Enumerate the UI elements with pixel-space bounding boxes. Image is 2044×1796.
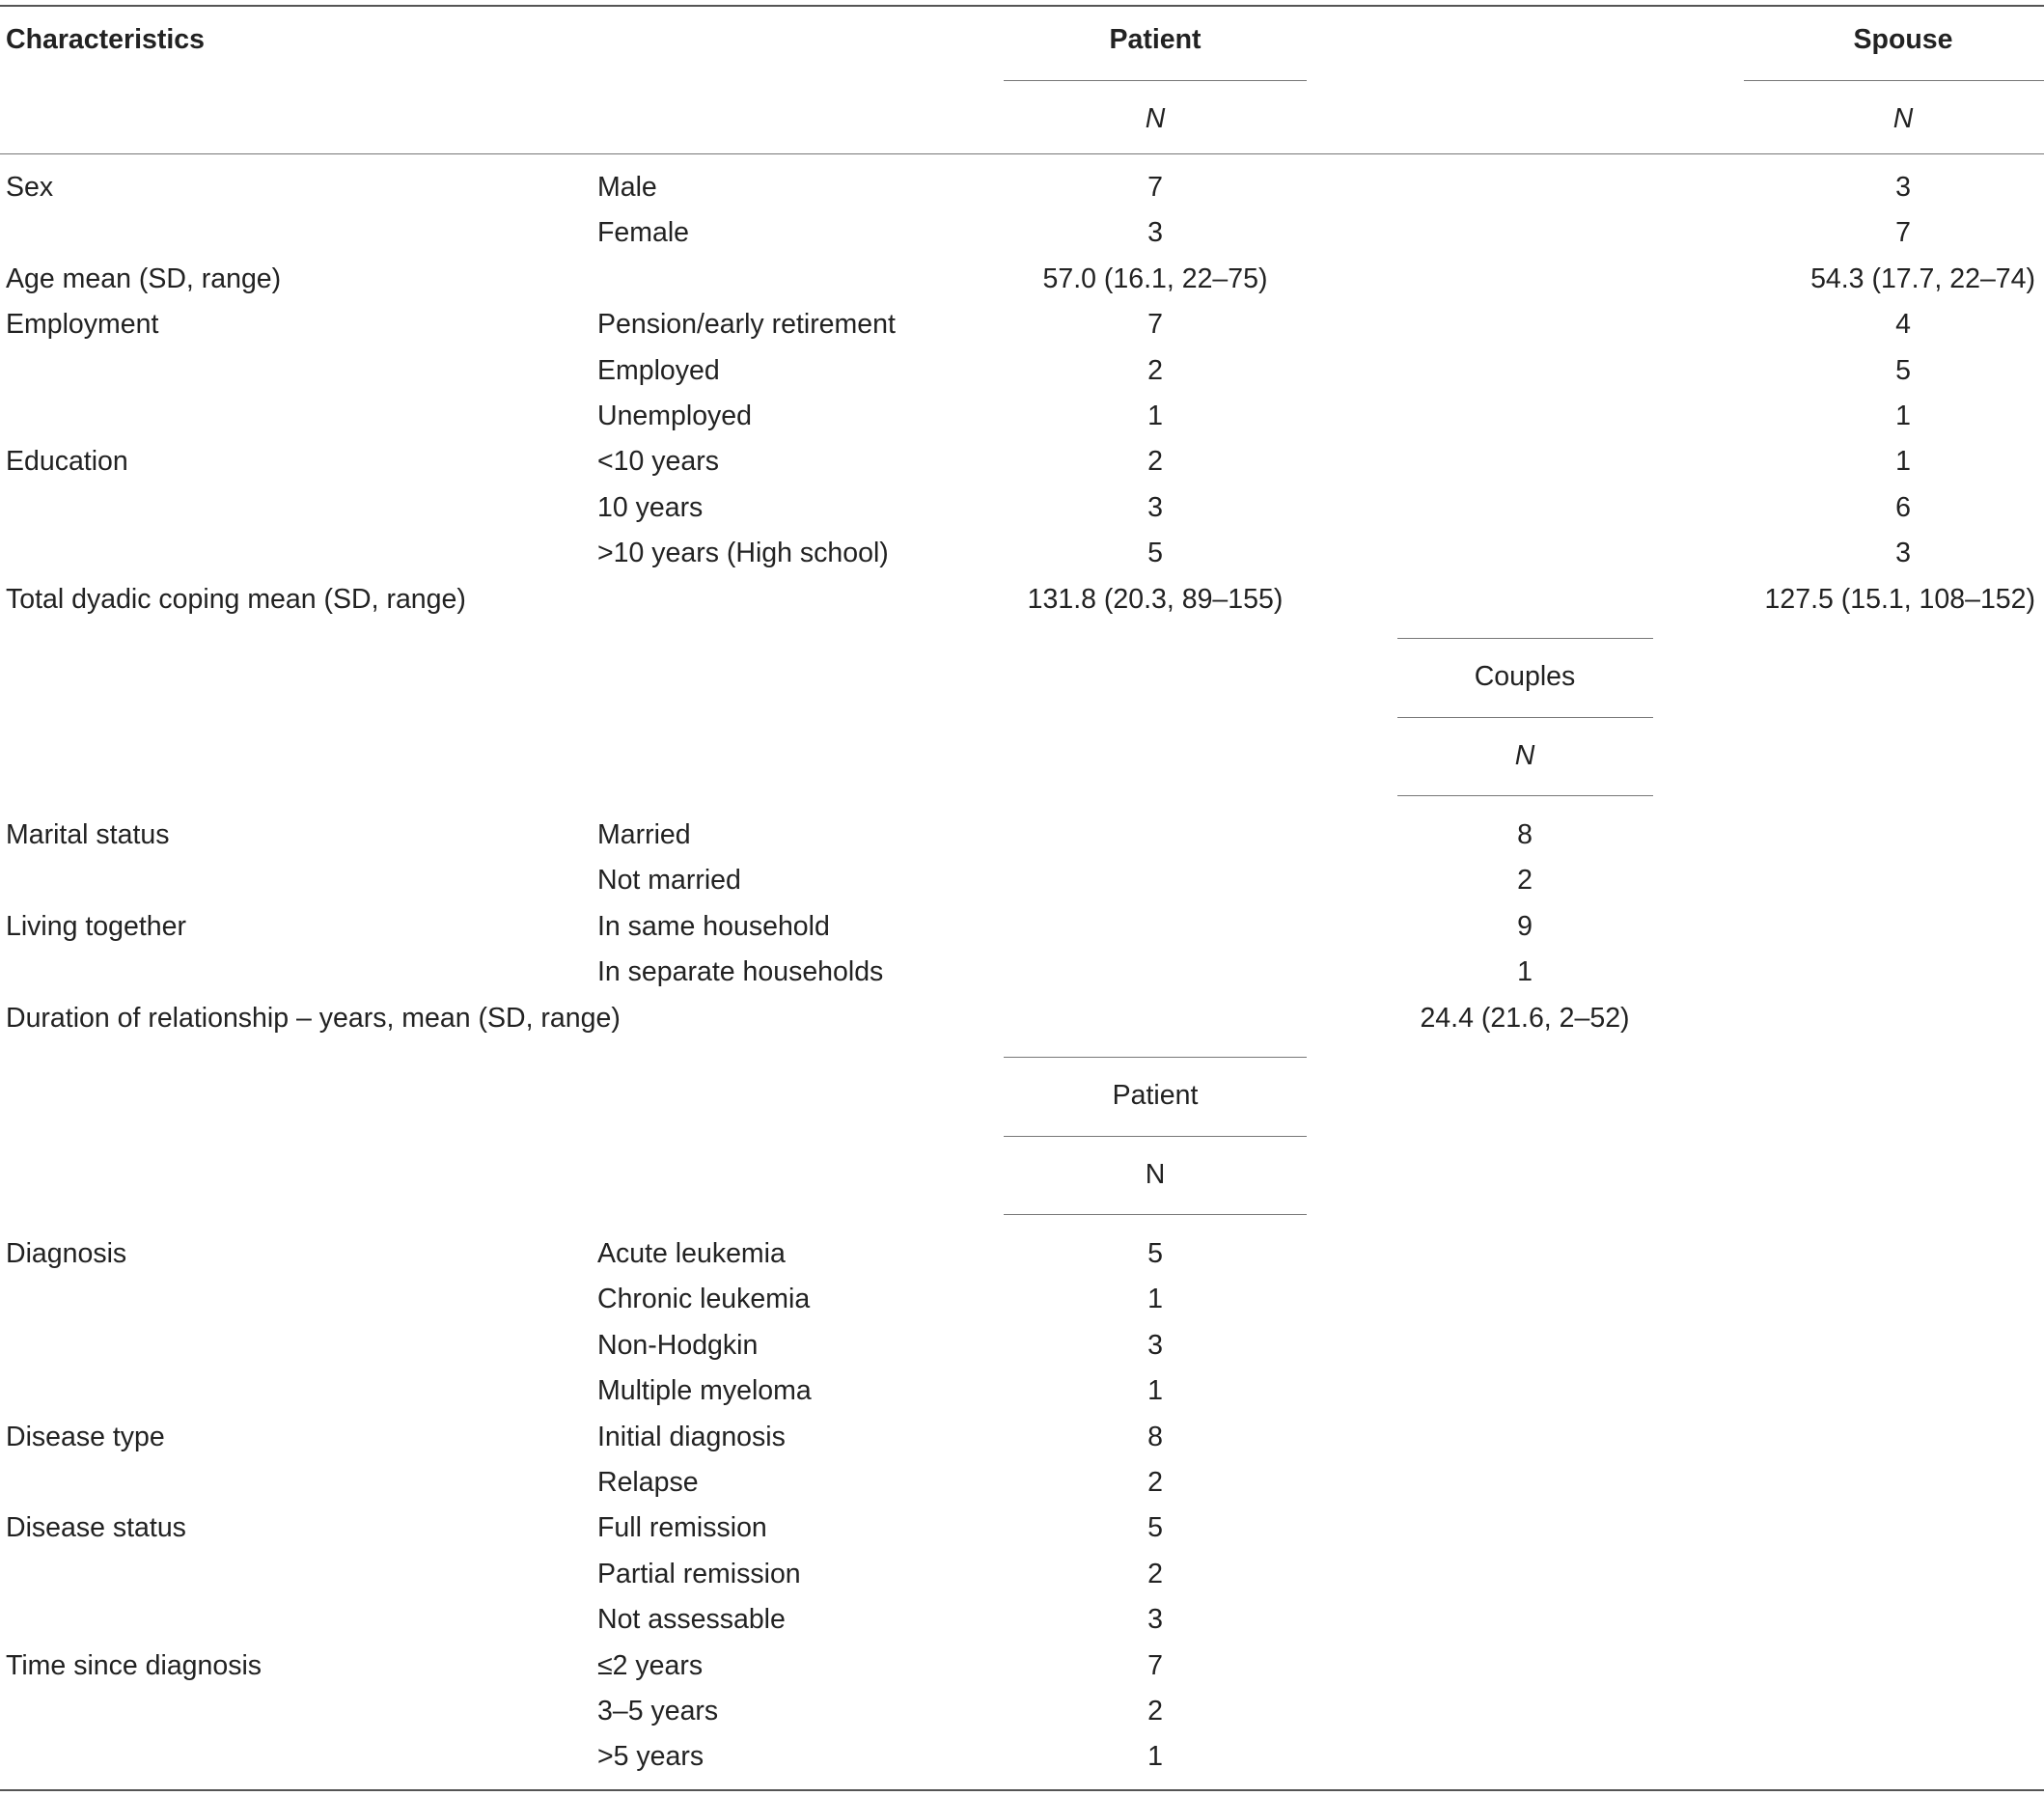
patient-row-value: 5: [1147, 1237, 1163, 1269]
patient-row-value: 1: [1147, 1284, 1163, 1315]
row-patient-value: 7: [1147, 171, 1163, 203]
patient-row-value: 3: [1147, 1329, 1163, 1361]
couples-row-value: 8: [1517, 818, 1533, 850]
header-n-patient: N: [1145, 102, 1166, 134]
row-patient-value: 3: [1147, 491, 1163, 523]
patient-row-value: 7: [1147, 1649, 1163, 1681]
patient-row-category: Non-Hodgkin: [597, 1329, 759, 1361]
couples-row-characteristic: Marital status: [6, 818, 170, 850]
couples-header-n: N: [1514, 739, 1535, 771]
header-n-spouse: N: [1892, 102, 1914, 134]
row-spouse-value: 127.5 (15.1, 108–152): [1764, 583, 2035, 615]
patient-block-mid-rule: [1004, 1136, 1307, 1137]
couples-row-characteristic: Living together: [6, 910, 186, 942]
couples-header: Couples: [1474, 660, 1576, 692]
row-spouse-value: 54.3 (17.7, 22–74): [1810, 262, 2035, 294]
row-spouse-value: 5: [1895, 354, 1911, 386]
couples-row-value: 2: [1517, 865, 1533, 897]
patient-row-value: 8: [1147, 1421, 1163, 1452]
row-patient-value: 1: [1147, 400, 1163, 431]
row-patient-value: 131.8 (20.3, 89–155): [1027, 583, 1284, 615]
patient-row-value: 1: [1147, 1374, 1163, 1406]
patient-row-characteristic: Diagnosis: [6, 1237, 127, 1269]
patient-row-category: Multiple myeloma: [597, 1374, 812, 1406]
row-characteristic: Education: [6, 446, 128, 478]
patient-row-value: 2: [1147, 1558, 1163, 1589]
patient-row-value: 5: [1147, 1512, 1163, 1544]
couples-row-category: Not married: [597, 865, 741, 897]
row-category: Male: [597, 171, 657, 203]
patient-row-characteristic: Time since diagnosis: [6, 1649, 262, 1681]
couples-row-category: In separate households: [597, 955, 884, 987]
row-characteristic: Sex: [6, 171, 54, 203]
row-spouse-value: 4: [1895, 308, 1911, 340]
row-category: Pension/early retirement: [597, 308, 896, 340]
couples-row-category: In same household: [597, 910, 830, 942]
couples-row-characteristic: Duration of relationship – years, mean (SD, range): [6, 1002, 621, 1034]
row-characteristic: Employment: [6, 308, 159, 340]
table-bottom-rule: [0, 1789, 2044, 1791]
patient-header-rule: [1004, 80, 1307, 81]
row-category: Female: [597, 217, 690, 249]
patient-row-characteristic: Disease type: [6, 1421, 165, 1452]
patient-row-value: 3: [1147, 1603, 1163, 1635]
spouse-header-rule: [1744, 80, 2044, 81]
header-spouse: Spouse: [1853, 23, 1953, 55]
row-patient-value: 3: [1147, 217, 1163, 249]
patient-row-category: Partial remission: [597, 1558, 801, 1589]
row-category: 10 years: [597, 491, 704, 523]
patient-block-top-rule: [1004, 1057, 1307, 1058]
patient-block-bottom-rule: [1004, 1214, 1307, 1215]
row-patient-value: 7: [1147, 308, 1163, 340]
row-category: <10 years: [597, 446, 719, 478]
row-spouse-value: 3: [1895, 171, 1911, 203]
couples-row-value: 9: [1517, 910, 1533, 942]
row-spouse-value: 7: [1895, 217, 1911, 249]
patient-row-value: 2: [1147, 1695, 1163, 1727]
row-characteristic: Total dyadic coping mean (SD, range): [6, 583, 466, 615]
row-category: >10 years (High school): [597, 537, 889, 568]
patient-row-category: Initial diagnosis: [597, 1421, 786, 1452]
patient-row-category: Full remission: [597, 1512, 767, 1544]
patient-row-category: Acute leukemia: [597, 1237, 786, 1269]
couples-header-mid-rule: [1397, 717, 1653, 718]
couples-row-category: Married: [597, 818, 691, 850]
patient-row-category: >5 years: [597, 1741, 704, 1773]
couples-header-top-rule: [1397, 638, 1653, 639]
patient-row-category: 3–5 years: [597, 1695, 719, 1727]
table-top-rule: [0, 5, 2044, 7]
patient-row-category: Chronic leukemia: [597, 1284, 811, 1315]
row-category: Unemployed: [597, 400, 753, 431]
patient-block-n: N: [1145, 1158, 1166, 1190]
patient-row-category: Not assessable: [597, 1603, 786, 1635]
row-characteristic: Age mean (SD, range): [6, 262, 282, 294]
patient-row-value: 2: [1147, 1466, 1163, 1498]
patient-row-category: ≤2 years: [597, 1649, 704, 1681]
header-characteristics: Characteristics: [6, 23, 205, 55]
row-spouse-value: 1: [1895, 446, 1911, 478]
patient-row-category: Relapse: [597, 1466, 699, 1498]
patient-block-header: Patient: [1112, 1079, 1199, 1111]
row-spouse-value: 1: [1895, 400, 1911, 431]
row-category: Employed: [597, 354, 720, 386]
row-patient-value: 2: [1147, 354, 1163, 386]
header-patient: Patient: [1109, 23, 1202, 55]
row-patient-value: 2: [1147, 446, 1163, 478]
row-spouse-value: 3: [1895, 537, 1911, 568]
header-bottom-rule: [0, 153, 2044, 154]
row-patient-value: 57.0 (16.1, 22–75): [1042, 262, 1268, 294]
row-patient-value: 5: [1147, 537, 1163, 568]
patient-row-value: 1: [1147, 1741, 1163, 1773]
row-spouse-value: 6: [1895, 491, 1911, 523]
couples-header-bottom-rule: [1397, 795, 1653, 796]
patient-row-characteristic: Disease status: [6, 1512, 186, 1544]
couples-row-value: 24.4 (21.6, 2–52): [1420, 1002, 1630, 1034]
couples-row-value: 1: [1517, 955, 1533, 987]
